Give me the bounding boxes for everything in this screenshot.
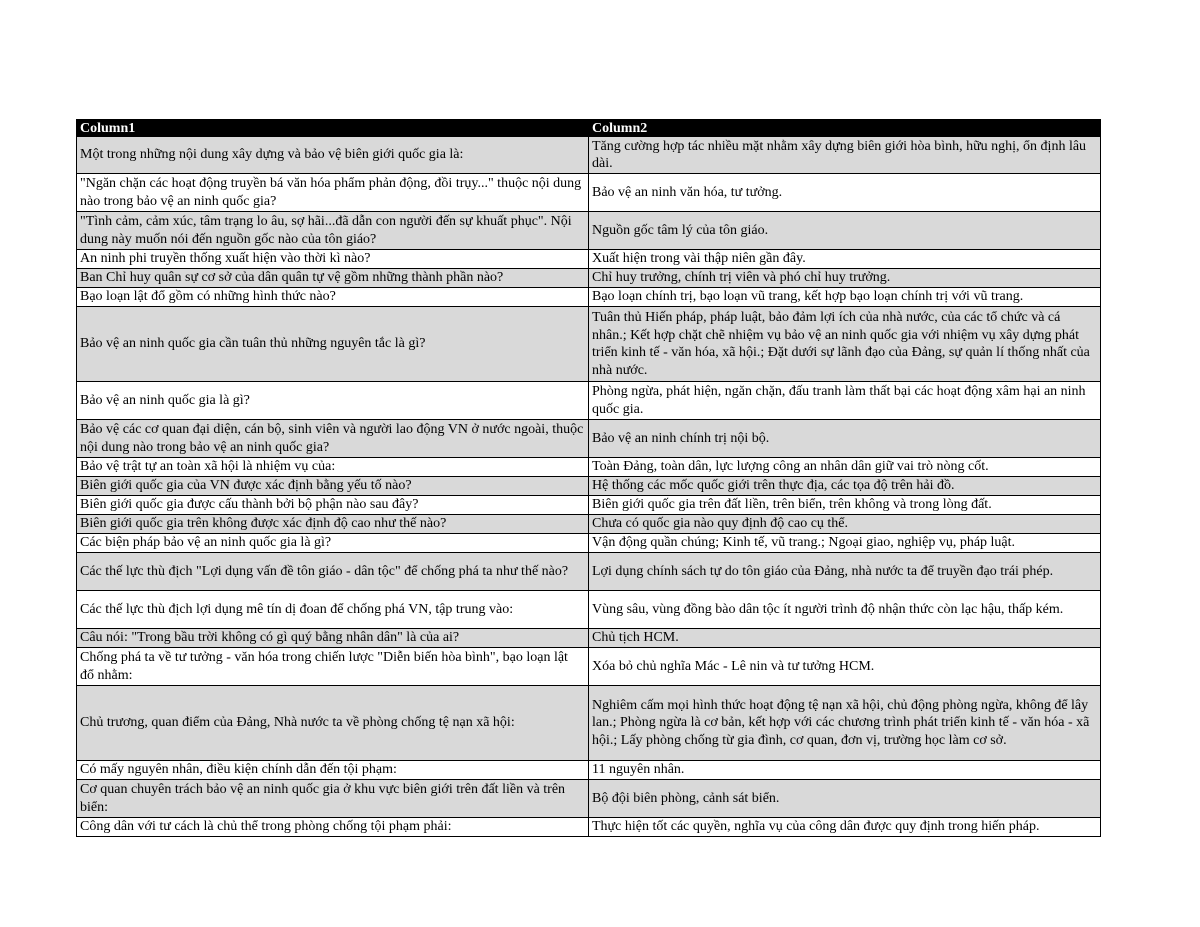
answer-cell: Hệ thống các mốc quốc giới trên thực địa, các tọa độ trên hải đồ. xyxy=(589,477,1101,496)
answer-cell: Xuất hiện trong vài thập niên gần đây. xyxy=(589,250,1101,269)
table-row xyxy=(77,591,1101,629)
header-row xyxy=(77,120,1101,137)
answer-cell: Toàn Đảng, toàn dân, lực lượng công an nhân dân giữ vai trò nòng cốt. xyxy=(589,458,1101,477)
question-cell: Biên giới quốc gia được cấu thành bởi bộ phận nào sau đây? xyxy=(77,496,589,515)
question-cell: Ban Chỉ huy quân sự cơ sở của dân quân tự vệ gồm những thành phần nào? xyxy=(77,269,589,288)
table-row xyxy=(77,496,1101,515)
answer-cell: Bảo vệ an ninh văn hóa, tư tưởng. xyxy=(589,174,1101,212)
question-cell: An ninh phi truyền thống xuất hiện vào thời kì nào? xyxy=(77,250,589,269)
question-cell: Chủ trương, quan điểm của Đảng, Nhà nước ta về phòng chống tệ nạn xã hội: xyxy=(77,686,589,761)
column2-header: Column2 xyxy=(589,120,1101,137)
question-cell: "Tình cảm, cảm xúc, tâm trạng lo âu, sợ hãi...đã dẫn con người đến sự khuất phục". Nội dung này muốn nói đến nguồn gốc nào của tôn giáo? xyxy=(77,212,589,250)
question-cell: Bảo vệ an ninh quốc gia là gì? xyxy=(77,382,589,420)
question-cell: Bảo vệ trật tự an toàn xã hội là nhiệm vụ của: xyxy=(77,458,589,477)
answer-cell: Xóa bỏ chủ nghĩa Mác - Lê nin và tư tưởng HCM. xyxy=(589,648,1101,686)
answer-cell: Thực hiện tốt các quyền, nghĩa vụ của công dân được quy định trong hiến pháp. xyxy=(589,818,1101,837)
table-row xyxy=(77,648,1101,686)
question-cell: Cơ quan chuyên trách bảo vệ an ninh quốc gia ở khu vực biên giới trên đất liền và trên biển: xyxy=(77,780,589,818)
question-cell: "Ngăn chặn các hoạt động truyền bá văn hóa phẩm phản động, đồi trụy..." thuộc nội dung nào trong bảo vệ an ninh quốc gia? xyxy=(77,174,589,212)
answer-cell: Phòng ngừa, phát hiện, ngăn chặn, đấu tranh làm thất bại các hoạt động xâm hại an ninh quốc gia. xyxy=(589,382,1101,420)
answer-cell: Lợi dụng chính sách tự do tôn giáo của Đảng, nhà nước ta để truyền đạo trái phép. xyxy=(589,553,1101,591)
answer-cell: Nghiêm cấm mọi hình thức hoạt động tệ nạn xã hội, chủ động phòng ngừa, không để lây lan.; Phòng ngừa là cơ bản, kết hợp với các chương trình phát triển kinh tế - văn hóa - xã hội.; Lấy phòng chống từ gia đình, cơ quan, đơn vị, trường học làm cơ sở. xyxy=(589,686,1101,761)
question-cell: Các thế lực thù địch "Lợi dụng vấn đề tôn giáo - dân tộc" để chống phá ta như thế nào? xyxy=(77,553,589,591)
question-cell: Biên giới quốc gia trên không được xác định độ cao như thế nào? xyxy=(77,515,589,534)
answer-cell: Chỉ huy trưởng, chính trị viên và phó chỉ huy trưởng. xyxy=(589,269,1101,288)
table-row xyxy=(77,477,1101,496)
table-row xyxy=(77,269,1101,288)
table-row xyxy=(77,458,1101,477)
table-row xyxy=(77,629,1101,648)
table-row xyxy=(77,780,1101,818)
question-cell: Các thế lực thù địch lợi dụng mê tín dị đoan để chống phá VN, tập trung vào: xyxy=(77,591,589,629)
answer-cell: Bảo vệ an ninh chính trị nội bộ. xyxy=(589,420,1101,458)
table-row xyxy=(77,212,1101,250)
table-row xyxy=(77,761,1101,780)
question-cell: Chống phá ta về tư tưởng - văn hóa trong chiến lược "Diễn biến hòa bình", bạo loạn lật đổ nhằm: xyxy=(77,648,589,686)
question-cell: Biên giới quốc gia của VN được xác định bằng yếu tố nào? xyxy=(77,477,589,496)
table-row xyxy=(77,553,1101,591)
answer-cell: 11 nguyên nhân. xyxy=(589,761,1101,780)
question-cell: Bảo vệ an ninh quốc gia cần tuân thủ những nguyên tắc là gì? xyxy=(77,307,589,382)
question-cell: Một trong những nội dung xây dựng và bảo vệ biên giới quốc gia là: xyxy=(77,137,589,174)
answer-cell: Chưa có quốc gia nào quy định độ cao cụ thể. xyxy=(589,515,1101,534)
question-cell: Câu nói: "Trong bầu trời không có gì quý bằng nhân dân" là của ai? xyxy=(77,629,589,648)
question-cell: Bảo vệ các cơ quan đại diện, cán bộ, sinh viên và người lao động VN ở nước ngoài, thuộc nội dung nào trong bảo vệ an ninh quốc gia? xyxy=(77,420,589,458)
answer-cell: Tăng cường hợp tác nhiều mặt nhằm xây dựng biên giới hòa bình, hữu nghị, ổn định lâu dài. xyxy=(589,137,1101,174)
answer-cell: Nguồn gốc tâm lý của tôn giáo. xyxy=(589,212,1101,250)
table-row xyxy=(77,137,1101,174)
answer-cell: Chủ tịch HCM. xyxy=(589,629,1101,648)
table-row xyxy=(77,174,1101,212)
question-cell: Công dân với tư cách là chủ thể trong phòng chống tội phạm phải: xyxy=(77,818,589,837)
answer-cell: Bộ đội biên phòng, cảnh sát biển. xyxy=(589,780,1101,818)
question-cell: Bạo loạn lật đổ gồm có những hình thức nào? xyxy=(77,288,589,307)
question-cell: Các biện pháp bảo vệ an ninh quốc gia là gì? xyxy=(77,534,589,553)
answer-cell: Bạo loạn chính trị, bạo loạn vũ trang, kết hợp bạo loạn chính trị với vũ trang. xyxy=(589,288,1101,307)
table-row xyxy=(77,250,1101,269)
table-row xyxy=(77,420,1101,458)
table-row xyxy=(77,818,1101,837)
answer-cell: Tuân thủ Hiến pháp, pháp luật, bảo đảm lợi ích của nhà nước, của các tổ chức và cá nhân.; Kết hợp chặt chẽ nhiệm vụ bảo vệ an ninh quốc gia với nhiệm vụ xây dựng phát triển kinh tế - văn hóa, xã hội.; Đặt dưới sự lãnh đạo của Đảng, sự quản lí thống nhất của nhà nước. xyxy=(589,307,1101,382)
answer-cell: Vận động quần chúng; Kinh tế, vũ trang.; Ngoại giao, nghiệp vụ, pháp luật. xyxy=(589,534,1101,553)
spreadsheet-table-container xyxy=(76,119,1100,837)
table-row xyxy=(77,515,1101,534)
column1-header: Column1 xyxy=(77,120,589,137)
answer-cell: Vùng sâu, vùng đồng bào dân tộc ít người trình độ nhận thức còn lạc hậu, thấp kém. xyxy=(589,591,1101,629)
table-row xyxy=(77,288,1101,307)
table-row xyxy=(77,534,1101,553)
table-row xyxy=(77,382,1101,420)
qa-table xyxy=(76,119,1101,837)
table-row xyxy=(77,307,1101,382)
question-cell: Có mấy nguyên nhân, điều kiện chính dẫn đến tội phạm: xyxy=(77,761,589,780)
table-row xyxy=(77,686,1101,761)
answer-cell: Biên giới quốc gia trên đất liền, trên biển, trên không và trong lòng đất. xyxy=(589,496,1101,515)
